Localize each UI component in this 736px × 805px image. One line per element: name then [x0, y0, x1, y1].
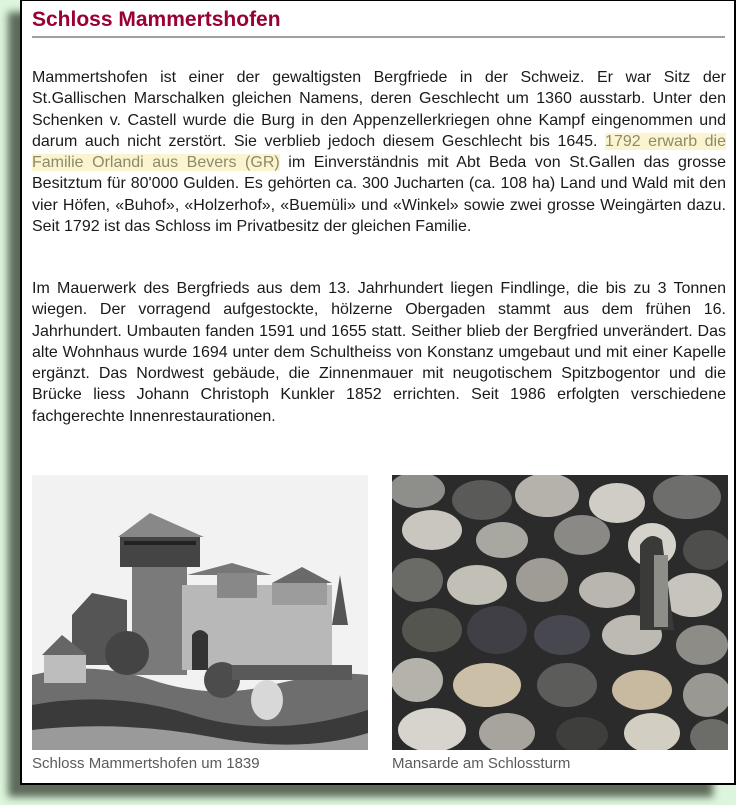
paragraph-history-text-1: Mammertshofen ist einer der gewaltigsten Bergfriede in der Schweiz. Er war Sitz der St.Gallischen Marschalken gleichen Namens, deren Geschlecht um 1360 ausstarb. Unter den Schenken v. Castell wurde die Burg in den Appenzellerkriegen ohne Kampf eingenommen und darum auch nicht zerstört. Sie verblieb jedoch diesem Geschlecht bis 1645. [32, 69, 726, 150]
figure-caption: Schloss Mammertshofen um 1839 [32, 755, 260, 772]
figure-stone-wall [392, 475, 728, 774]
figure-caption: Mansarde am Schlossturm [392, 755, 571, 772]
paragraph-history-text-2: im Einverständnis mit Abt Beda von St.Gallen das grosse Besitztum für 80'000 Gulden. Es gehörten ca. 300 Jucharten (ca. 108 ha) Land und Wald mit den vier Höfen, «Buhof», «Holzerhof», «Buemüli» und «Winkel» sowie zwei grosse Weingärten dazu. Seit 1792 ist das Schloss im Privatbesitz der gleichen Familie. [32, 154, 727, 236]
title-divider [32, 36, 725, 38]
paragraph-history [32, 67, 726, 237]
stone-wall-image [392, 475, 728, 750]
figure-castle-engraving [32, 475, 368, 774]
paragraph-architecture: Im Mauerwerk des Bergfrieds aus dem 13. Jahrhundert liegen Findlinge, die bis zu 3 Tonnen wiegen. Der vorragend aufgestockte, hölzerne Obergaden stammt aus dem frühen 16. Jahrhundert. Umbauten fanden 1591 und 1655 statt. Seither blieb der Bergfried unverändert. Das alte Wohnhaus wurde 1694 unter dem Schultheiss von Konstanz umgebaut und mit einer Kapelle ergänzt. Das Nordwest gebäude, die Zinnenmauer mit neugotischem Spitzbogentor und die Brücke liess Johann Christoph Kunkler 1852 errichten. Seit 1986 erfolgten verschiedene fachgerechte Innenrestaurationen. [32, 280, 726, 425]
castle-engraving-image [32, 475, 368, 750]
highlighted-text: 1792 erwarb die Familie Orlandi aus Bevers (GR) [32, 132, 726, 172]
article-panel [20, 0, 736, 785]
page-title: Schloss Mammertshofen [32, 8, 281, 31]
